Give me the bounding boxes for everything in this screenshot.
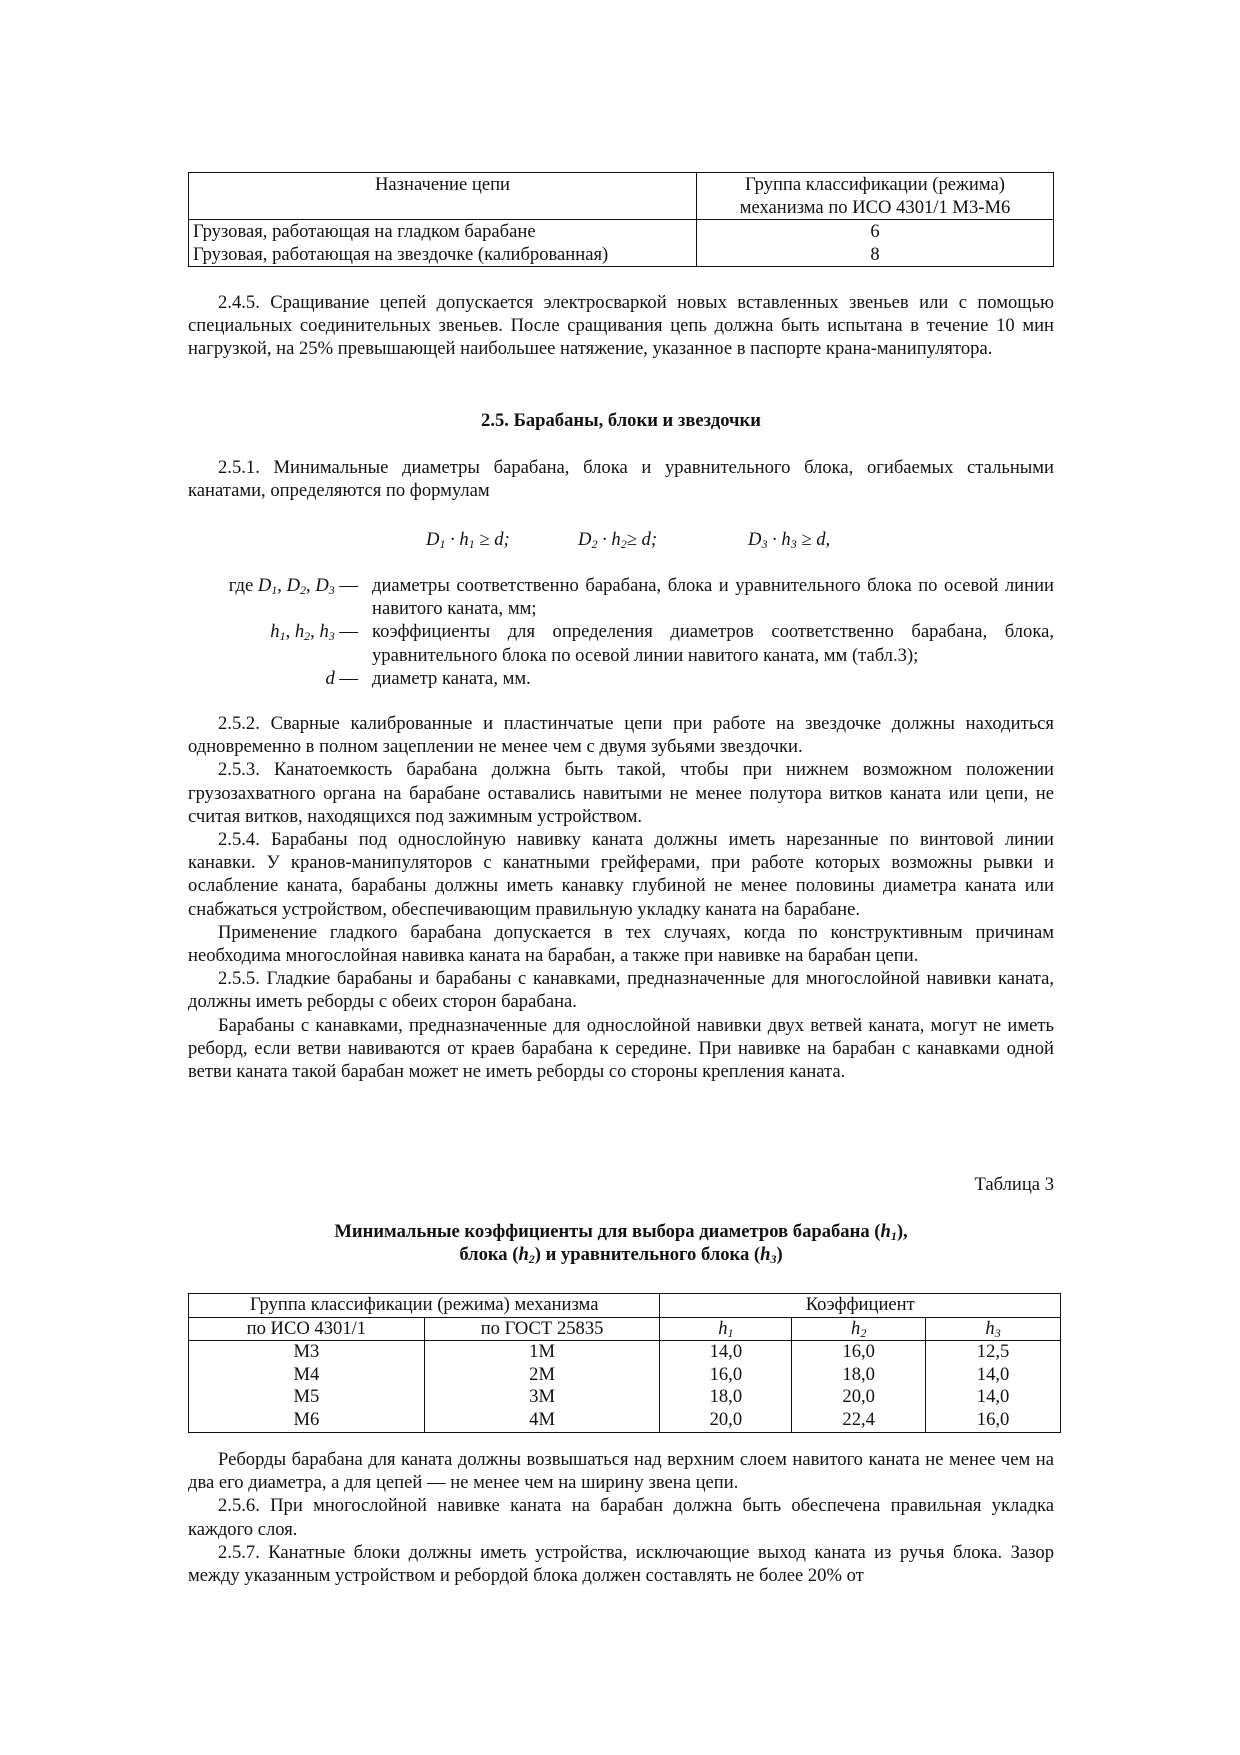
table-subheader-row	[189, 1317, 1061, 1341]
paragraph-flanges: Реборды барабана для каната должны возвышаться над верхним слоем навитого каната не менее чем на два его диаметра, а для цепей — не менее чем на ширину звена цепи.	[188, 1449, 1054, 1494]
definition-description: коэффициенты для определения диаметров соответственно барабана, блока, уравнительного блока по осевой линии навитого каната, мм (табл.3);	[372, 621, 1054, 666]
table-3-label: Таблица 3	[974, 1174, 1054, 1195]
header-h3: $h_3$	[926, 1317, 1061, 1341]
table-row	[189, 1409, 1061, 1432]
paragraph-2-5-5: 2.5.5. Гладкие барабаны и барабаны с канавками, предназначенные для многослойной навивки каната, должны иметь реборды с обеих сторон барабана.	[188, 968, 1054, 1013]
section-heading: 2.5. Барабаны, блоки и звездочки	[481, 410, 761, 431]
header-classification-group: Группа классификации (режима) механизма по ИСО 4301/1 М3-М6	[697, 173, 1054, 220]
chain-purpose-cell: Грузовая, работающая на звездочке (калиброванная)	[189, 243, 697, 267]
paragraph-2-4-5: 2.4.5. Сращивание цепей допускается электросваркой новых вставленных звеньев или с помощью специальных соединительных звеньев. После сращивания цепь должна быть испытана в течение 10 мин нагрузкой, на 25% превышающей наибольшее натяжение, указанное в паспорте крана-манипулятора.	[188, 292, 1054, 360]
paragraph-2-5-1: 2.5.1. Минимальные диаметры барабана, блока и уравнительного блока, огибаемых стальными канатами, определяются по формулам	[188, 457, 1054, 502]
header-classification-group: Группа классификации (режима) механизма	[189, 1294, 660, 1318]
table-row	[189, 1386, 1061, 1409]
table-row	[189, 243, 1054, 267]
table-header-row	[189, 1294, 1061, 1318]
table-row	[189, 1341, 1061, 1364]
iso-cell: М4	[189, 1364, 425, 1387]
definition-term: d —	[325, 667, 358, 689]
h1-cell: 14,0	[660, 1341, 792, 1364]
table-row	[189, 1364, 1061, 1387]
definition-description: диаметры соответственно барабана, блока и уравнительного блока по осевой линии навитого каната, мм;	[372, 575, 1054, 620]
gost-cell: 4М	[424, 1409, 660, 1432]
formula-1: $D_1 \cdot h_1 \ge d$;	[426, 529, 510, 551]
gost-cell: 1М	[424, 1341, 660, 1364]
definition-description: диаметр каната, мм.	[372, 667, 531, 689]
h3-cell: 12,5	[926, 1341, 1061, 1364]
table-header-row	[189, 173, 1054, 220]
paragraph-2-5-5-continued: Барабаны с канавками, предназначенные для однослойной навивки двух ветвей каната, могут не иметь реборд, если ветви навиваются от краев барабана к середине. При навивке на барабан с канавками одной ветви каната такой барабан может не иметь реборды со стороны крепления каната.	[188, 1014, 1054, 1083]
formula-3: $D_3 \cdot h_3 \ge d$,	[748, 529, 831, 551]
definition-row	[188, 667, 1054, 690]
gost-cell: 2М	[424, 1364, 660, 1387]
h1-cell: 16,0	[660, 1364, 792, 1387]
paragraph-2-5-1-block	[188, 456, 1054, 502]
paragraph-2-5-4-continued: Применение гладкого барабана допускается в тех случаях, когда по конструктивным причинам необходима многослойная навивка каната на барабан, а также при навивке на барабан цепи.	[188, 921, 1054, 967]
h3-cell: 14,0	[926, 1386, 1061, 1409]
header-gost: по ГОСТ 25835	[424, 1317, 660, 1341]
header-chain-purpose: Назначение цепи	[189, 173, 697, 220]
section-heading-block	[188, 409, 1054, 432]
iso-cell: М6	[189, 1409, 425, 1432]
chain-purpose-table	[188, 172, 1054, 267]
chain-value-cell: 6	[870, 221, 880, 242]
paragraph-2-5-7: 2.5.7. Канатные блоки должны иметь устройства, исключающие выход каната из ручья блока. Зазор между указанным устройством и ребордой блока должен составлять не более 20% от	[188, 1541, 1054, 1587]
body-text-block	[188, 712, 1054, 1083]
h2-cell: 16,0	[792, 1341, 926, 1364]
formula-2: $D_2 \cdot h_2\ge d$;	[578, 529, 658, 551]
paragraph-2-5-6: 2.5.6. При многослойной навивке каната на барабан должна быть обеспечена правильная укладка каждого слоя.	[188, 1495, 1054, 1540]
iso-cell: М3	[189, 1341, 425, 1364]
definition-term: где $D_1$, $D_2$, $D_3$ —	[228, 575, 358, 597]
h2-cell: 20,0	[792, 1386, 926, 1409]
iso-cell: М5	[189, 1386, 425, 1409]
h3-cell: 16,0	[926, 1409, 1061, 1432]
header-iso: по ИСО 4301/1	[189, 1317, 425, 1341]
definition-term: $h_1$, $h_2$, $h_3$ —	[270, 621, 358, 644]
closing-text-block	[188, 1448, 1054, 1587]
coefficients-table	[188, 1293, 1061, 1433]
definition-row	[188, 620, 1054, 666]
table-3-title: Минимальные коэффициенты для выбора диаметров барабана $(h_1)$, блока $(h_2)$ и уравнительного блока $(h_3)$	[334, 1221, 908, 1267]
h2-cell: 22,4	[792, 1409, 926, 1432]
chain-value-cell: 8	[870, 244, 880, 265]
h2-cell: 18,0	[792, 1364, 926, 1387]
symbol-definitions	[188, 574, 1054, 690]
table-row	[189, 220, 1054, 244]
h1-cell: 18,0	[660, 1386, 792, 1409]
gost-cell: 3М	[424, 1386, 660, 1409]
header-h1: $h_1$	[660, 1317, 792, 1341]
h1-cell: 20,0	[660, 1409, 792, 1432]
header-h2: $h_2$	[792, 1317, 926, 1341]
definition-row	[188, 574, 1054, 620]
paragraph-2-5-2: 2.5.2. Сварные калиброванные и пластинчатые цепи при работе на звездочке должны находиться одновременно в полном зацеплении не менее чем с двумя зубьями звездочки.	[188, 713, 1054, 758]
paragraph-2-5-3: 2.5.3. Канатоемкость барабана должна быть такой, чтобы при нижнем возможном положении грузозахватного органа на барабане оставались навитыми не менее полутора витков каната или цепи, не считая витков, находящихся под зажимным устройством.	[188, 759, 1054, 827]
chain-purpose-cell: Грузовая, работающая на гладком барабане	[189, 220, 697, 244]
h3-cell: 14,0	[926, 1364, 1061, 1387]
header-coefficient: Коэффициент	[660, 1294, 1061, 1318]
paragraph-2-5-4: 2.5.4. Барабаны под однослойную навивку каната должны иметь нарезанные по винтовой линии канавки. У кранов-манипуляторов с канатными грейферами, при работе которых возможны рывки и ослабление каната, барабаны должны иметь канавку глубиной не менее половины диаметра каната или снабжаться устройством, обеспечивающим правильную укладку каната на барабане.	[188, 829, 1054, 920]
paragraph-2-4-5-block	[188, 291, 1054, 361]
